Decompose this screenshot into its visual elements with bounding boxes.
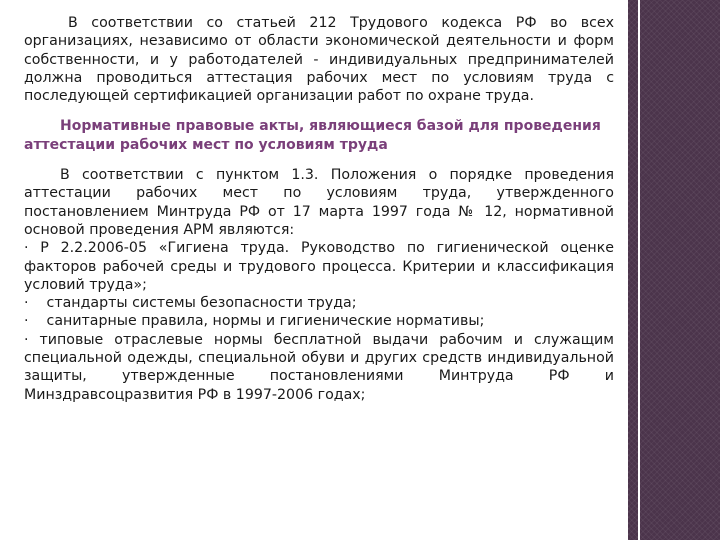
intro-paragraph: В соответствии со статьей 212 Трудового кодекса РФ во всех организациях, независимо от области экономической деятельности и форм собственности, и у работодателей - индивидуальных предпринимателей должна проводиться аттестация рабочих мест по условиям труда с последующей сертификацией организации работ по охране труда. (24, 15, 614, 105)
list-item-r2206: · Р 2.2.2006-05 «Гигиена труда. Руководство по гигиенической оценке факторов рабочей среды и трудового процесса. Критерии и классификация условий труда»; (24, 240, 619, 293)
decorative-sidebar (628, 0, 720, 540)
list-item-standards: · стандарты системы безопасности труда; (24, 295, 357, 312)
list-item-norms: · типовые отраслевые нормы бесплатной выдачи рабочим и служащим специальной одежды, специальной обуви и других средств индивидуальной защиты, утвержденные постановлениями Минтруда РФ и Минздравсоцразвития РФ в 1997-2006 годах; (24, 331, 619, 403)
list-item-sanitary: · санитарные правила, нормы и гигиенические нормативы; (24, 313, 485, 330)
slide-content (24, 14, 619, 404)
section-heading: Нормативные правовые акты, являющиеся базой для проведения аттестации рабочих мест по условиям труда (24, 118, 601, 153)
sidebar-divider-line (638, 0, 640, 540)
basis-paragraph: В соответствии с пунктом 1.3. Положения о порядке проведения аттестации рабочих мест по условиям труда, утвержденного постановлением Минтруда РФ от 17 марта 1997 года № 12, нормативной основой проведения АРМ являются: (24, 167, 614, 238)
